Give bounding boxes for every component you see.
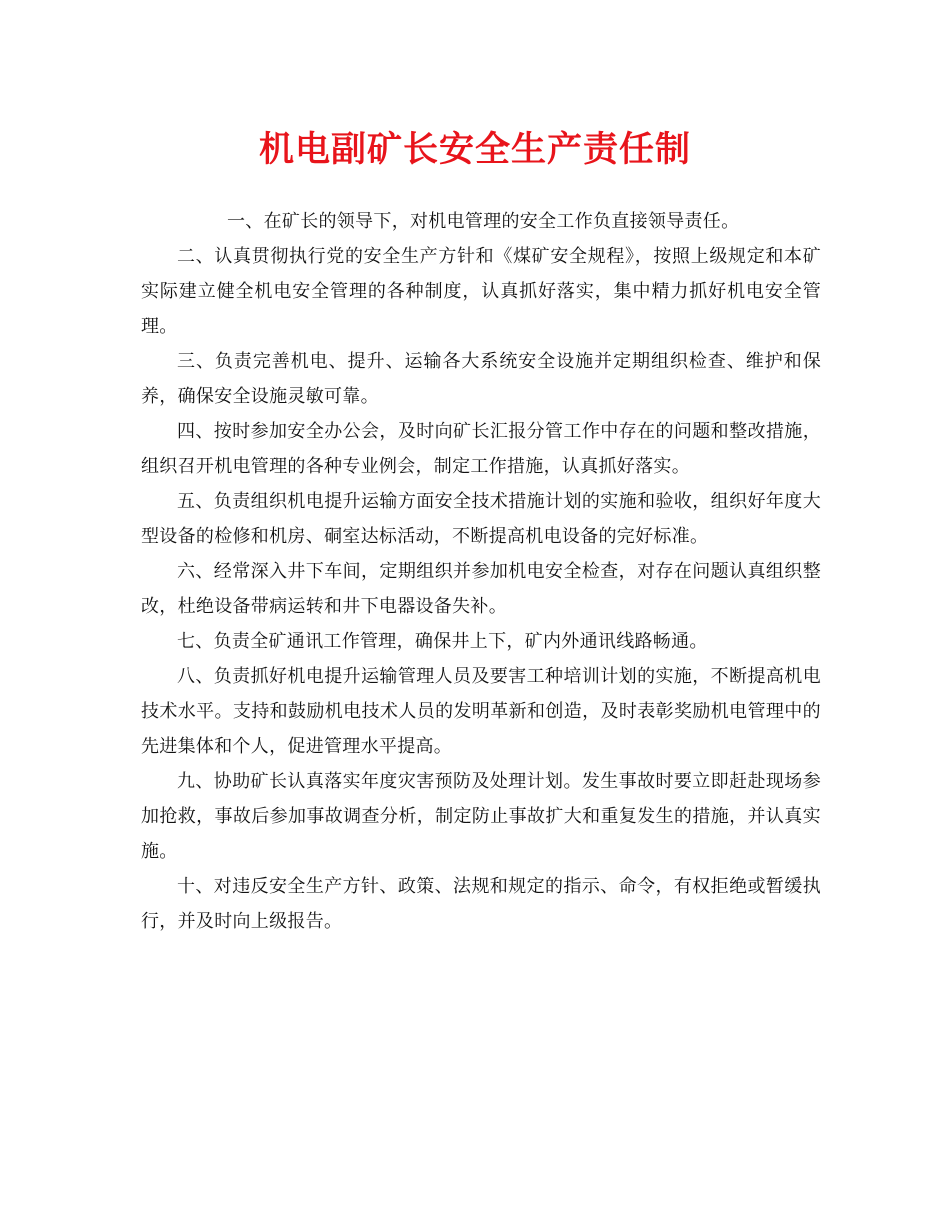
clause-3: 三、负责完善机电、提升、运输各大系统安全设施并定期组织检查、维护和保养，确保安全设施灵敏可靠。: [141, 351, 821, 407]
clause-4: 四、按时参加安全办公会，及时向矿长汇报分管工作中存在的问题和整改措施，组织召开机电管理的各种专业例会，制定工作措施，认真抓好落实。: [141, 421, 821, 477]
clause-5: 五、负责组织机电提升运输方面安全技术措施计划的实施和验收，组织好年度大型设备的检修和机房、硐室达标活动，不断提高机电设备的完好标准。: [141, 491, 821, 547]
clause-7: 七、负责全矿通讯工作管理，确保井上下，矿内外通讯线路畅通。: [177, 631, 708, 652]
clause-10: 十、对违反安全生产方针、政策、法规和规定的指示、命令，有权拒绝或暂缓执行，并及时向上级报告。: [141, 876, 821, 932]
clause-2: 二、认真贯彻执行党的安全生产方针和《煤矿安全规程》，按照上级规定和本矿实际建立健全机电安全管理的各种制度，认真抓好落实，集中精力抓好机电安全管理。: [141, 246, 821, 337]
clause-1: 一、在矿长的领导下，对机电管理的安全工作负直接领导责任。: [227, 211, 740, 232]
clause-9: 九、协助矿长认真落实年度灾害预防及处理计划。发生事故时要立即赶赴现场参加抢救，事故后参加事故调查分析，制定防止事故扩大和重复发生的措施，并认真实施。: [141, 771, 821, 862]
clause-6: 六、经常深入井下车间，定期组织并参加机电安全检查，对存在问题认真组织整改，杜绝设备带病运转和井下电器设备失补。: [141, 561, 821, 617]
document-body: [141, 204, 821, 939]
clause-8: 八、负责抓好机电提升运输管理人员及要害工种培训计划的实施，不断提高机电技术水平。支持和鼓励机电技术人员的发明革新和创造，及时表彰奖励机电管理中的先进集体和个人，促进管理水平提高。: [141, 666, 821, 757]
document-title: 机电副矿长安全生产责任制: [258, 129, 691, 170]
